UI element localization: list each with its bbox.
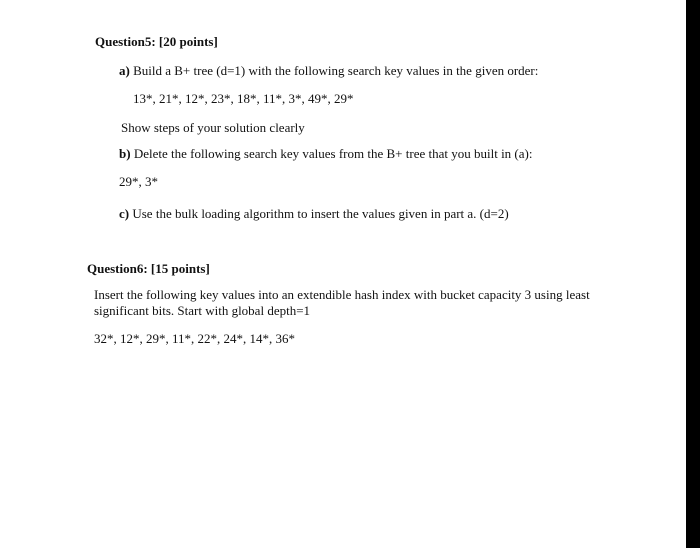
question5-heading: Question5: [20 points] — [95, 34, 218, 49]
question5-part-a — [119, 63, 538, 79]
question5-part-b — [119, 146, 532, 162]
part-a-text: Build a B+ tree (d=1) with the following search key values in the given order: — [133, 63, 539, 78]
part-a-label: a) — [119, 63, 130, 78]
part-a-values: 13*, 21*, 12*, 23*, 18*, 11*, 3*, 49*, 29* — [133, 91, 354, 106]
part-c-label: c) — [119, 206, 130, 221]
question6-values: 32*, 12*, 29*, 11*, 22*, 24*, 14*, 36* — [94, 331, 296, 346]
part-c-text: Use the bulk loading algorithm to insert the values given in part a. (d=2) — [132, 206, 509, 221]
part-b-text: Delete the following search key values from the B+ tree that you built in (a): — [133, 146, 533, 161]
question5-part-c — [119, 206, 509, 222]
question6-text: Insert the following key values into an extendible hash index with bucket capacity 3 using least significant bits. Start with global depth=1 — [94, 287, 590, 318]
part-b-label: b) — [119, 146, 131, 161]
question6-heading: Question6: [15 points] — [87, 261, 210, 276]
show-steps-note: Show steps of your solution clearly — [121, 120, 305, 135]
part-b-values: 29*, 3* — [119, 174, 158, 189]
